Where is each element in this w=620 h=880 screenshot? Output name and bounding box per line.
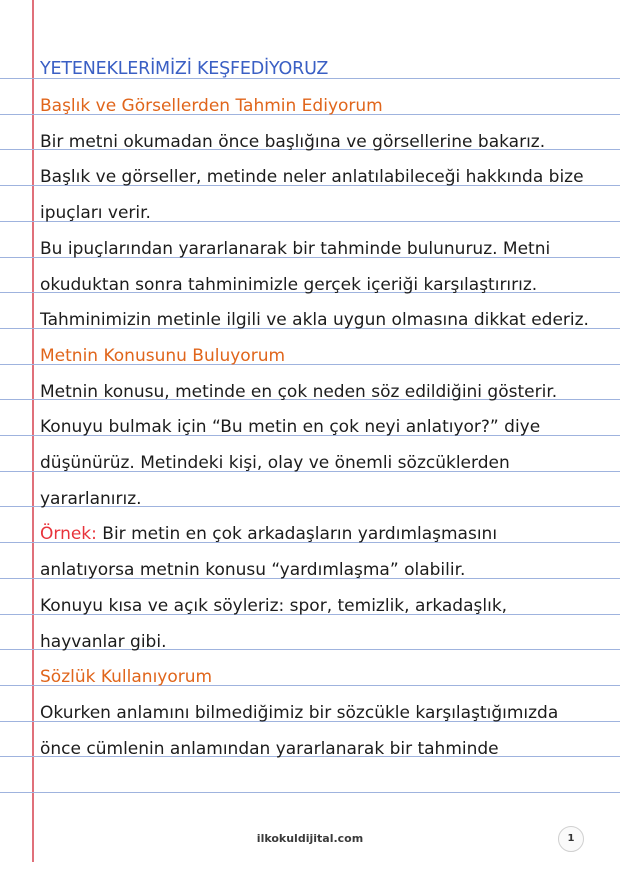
body-line: düşünürüz. Metindeki kişi, olay ve önemli sözcüklerden [40, 453, 510, 473]
section-heading: Sözlük Kullanıyorum [40, 667, 213, 688]
page-title: YETENEKLERİMİZİ KEŞFEDİYORUZ [40, 59, 329, 79]
body-line: Başlık ve görseller, metinde neler anlatılabileceği hakkında bize [40, 167, 584, 188]
example-label: Örnek: [40, 524, 97, 545]
example-line [40, 523, 600, 545]
body-line: yararlanırız. [40, 488, 142, 509]
body-line: hayvanlar gibi. [40, 631, 167, 652]
body-line: Okurken anlamını bilmediğimiz bir sözcükle karşılaştığımızda [40, 702, 559, 723]
body-line: Metnin konusu, metinde en çok neden söz edildiğini gösterir. [40, 381, 558, 402]
body-line: ipuçları verir. [40, 203, 151, 224]
ruled-line [0, 792, 620, 793]
margin-line [32, 0, 34, 862]
body-line: okuduktan sonra tahminimizle gerçek içeriği karşılaştırırız. [40, 274, 538, 295]
body-line: anlatıyorsa metnin konusu “yardımlaşma” olabilir. [40, 560, 466, 581]
body-line: Bir metni okumadan önce başlığına ve görsellerine bakarız. [40, 131, 546, 152]
page-number-badge: 1 [558, 826, 584, 852]
section-heading: Metnin Konusunu Buluyorum [40, 345, 286, 366]
body-line: Konuyu bulmak için “Bu metin en çok neyi anlatıyor?” diye [40, 417, 541, 438]
body-line: önce cümlenin anlamından yararlanarak bir tahminde [40, 738, 499, 759]
section-heading: Başlık ve Görsellerden Tahmin Ediyorum [40, 96, 383, 116]
body-line: Bu ipuçlarından yararlanarak bir tahminde bulunuruz. Metni [40, 238, 551, 259]
footer-site: ilkokuldijital.com [256, 832, 364, 845]
body-line: Tahminimizin metinle ilgili ve akla uygun olmasına dikkat ederiz. [40, 310, 589, 331]
example-text: Bir metin en çok arkadaşların yardımlaşmasını [96, 524, 498, 545]
body-line: Konuyu kısa ve açık söyleriz: spor, temizlik, arkadaşlık, [40, 595, 508, 616]
